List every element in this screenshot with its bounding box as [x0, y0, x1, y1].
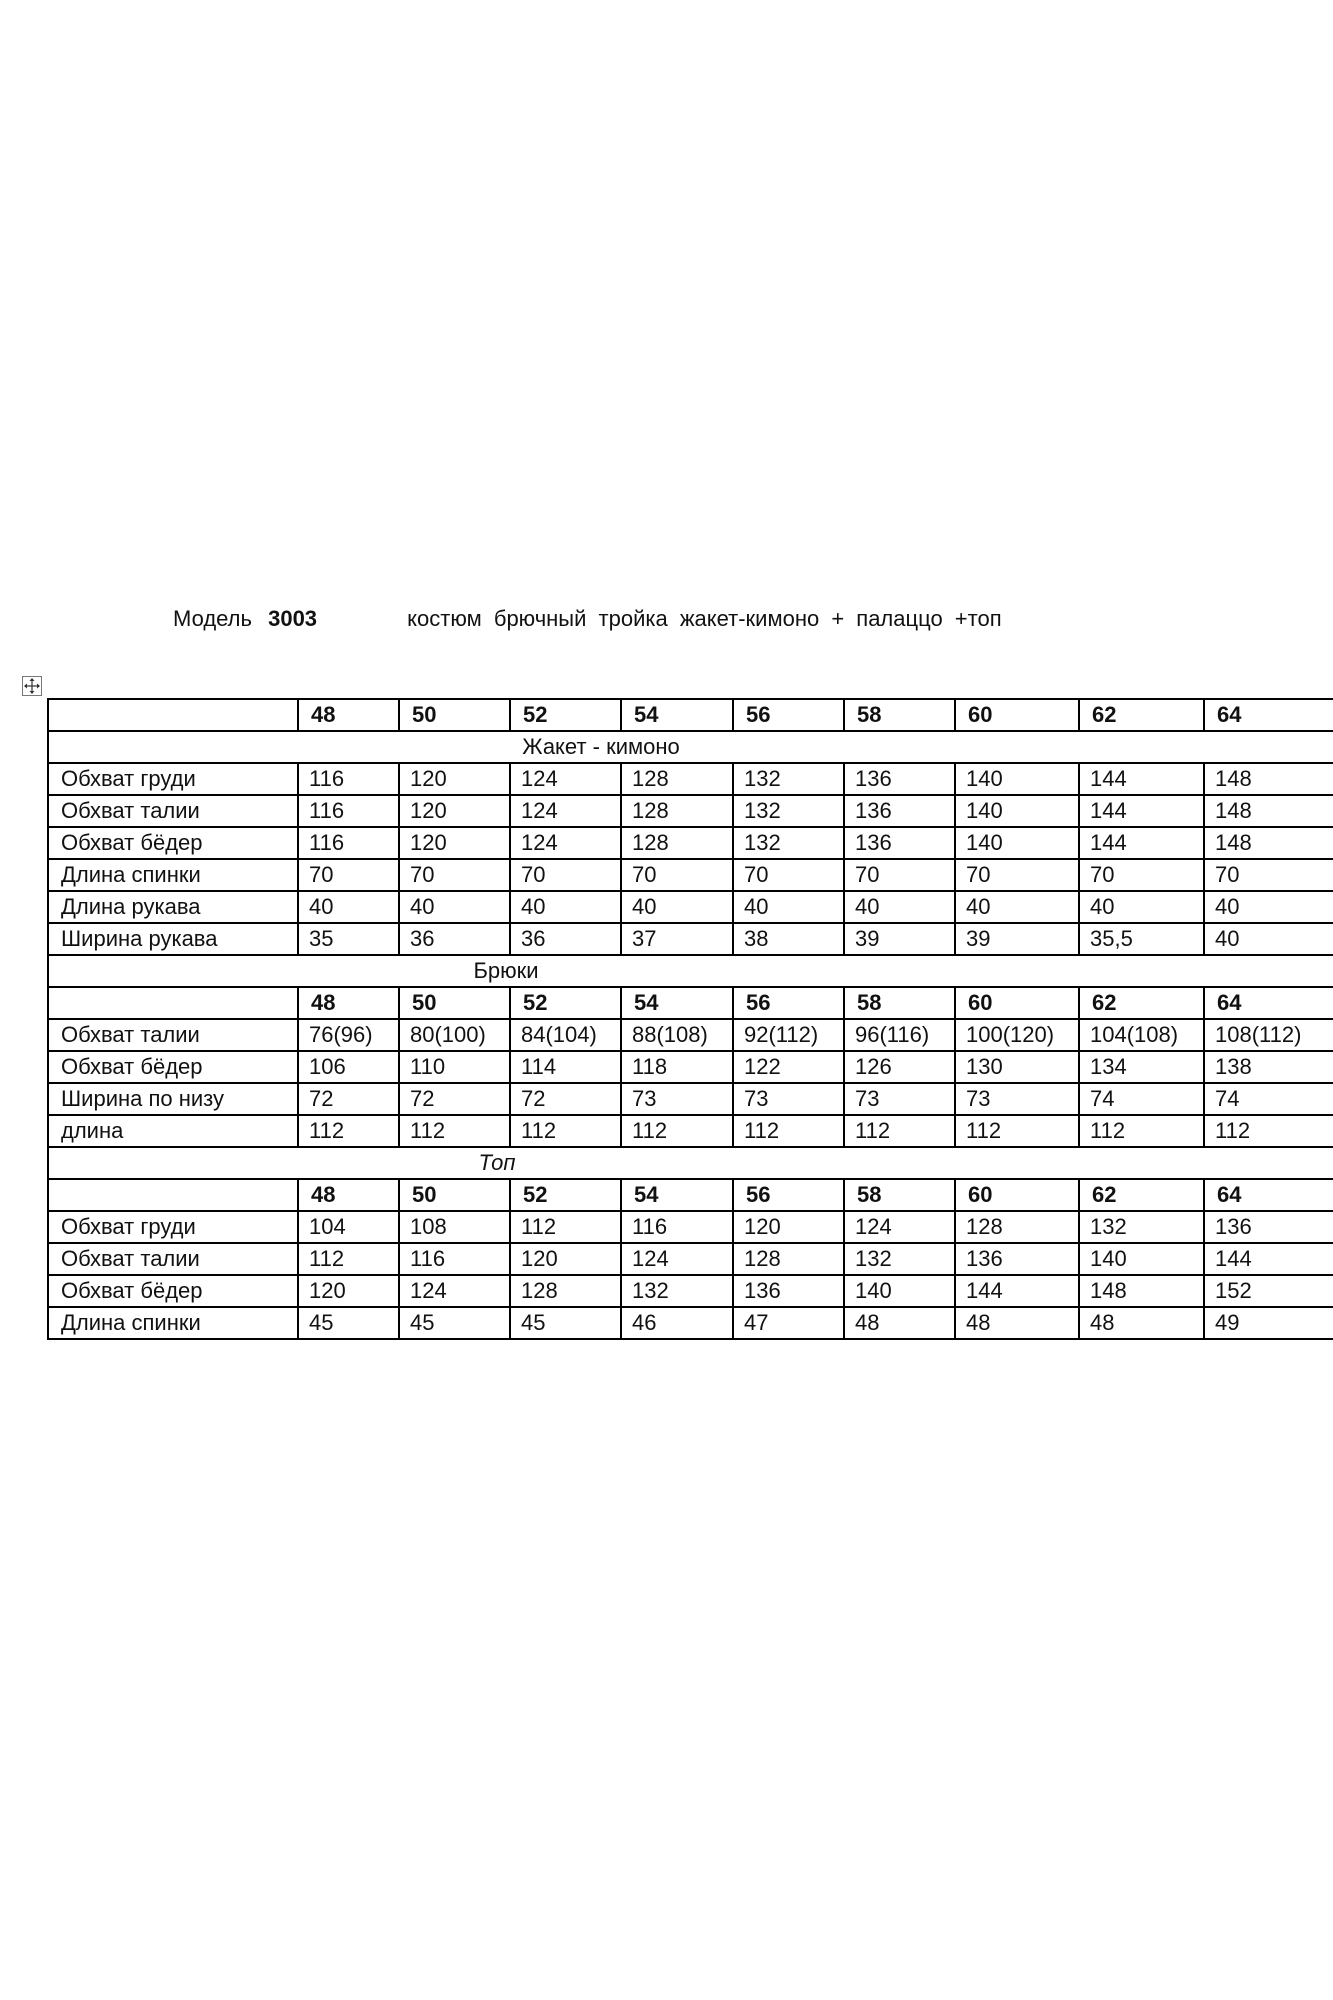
measurement-row: [48, 923, 1333, 955]
measurement-value: 40: [621, 891, 733, 923]
size-header-cell: 58: [844, 699, 955, 731]
measurement-value: 128: [621, 763, 733, 795]
measurement-row: [48, 1243, 1333, 1275]
measurement-value: 116: [621, 1211, 733, 1243]
size-header-cell: 64: [1204, 1179, 1333, 1211]
measurement-value: 124: [510, 827, 621, 859]
empty-cell: [48, 987, 298, 1019]
measurement-row: [48, 1275, 1333, 1307]
measurement-value: 104(108): [1079, 1019, 1204, 1051]
section-title: Топ: [48, 1147, 1333, 1179]
size-header-cell: 54: [621, 987, 733, 1019]
measurement-value: 70: [1204, 859, 1333, 891]
measurement-value: 40: [1204, 923, 1333, 955]
measurement-value: 128: [621, 795, 733, 827]
measurement-value: 112: [621, 1115, 733, 1147]
measurement-value: 136: [733, 1275, 844, 1307]
measurement-value: 35,5: [1079, 923, 1204, 955]
document-heading: [173, 606, 1173, 632]
measurement-value: 84(104): [510, 1019, 621, 1051]
measurement-value: 100(120): [955, 1019, 1079, 1051]
measurement-value: 88(108): [621, 1019, 733, 1051]
measurement-value: 45: [298, 1307, 399, 1339]
measurement-value: 76(96): [298, 1019, 399, 1051]
measurement-row: [48, 891, 1333, 923]
measurement-value: 96(116): [844, 1019, 955, 1051]
measurement-label: Длина рукава: [48, 891, 298, 923]
measurement-value: 124: [844, 1211, 955, 1243]
measurement-value: 126: [844, 1051, 955, 1083]
measurement-label: Обхват груди: [48, 1211, 298, 1243]
measurement-value: 144: [1079, 763, 1204, 795]
measurement-value: 112: [510, 1115, 621, 1147]
measurement-row: [48, 795, 1333, 827]
measurement-value: 138: [1204, 1051, 1333, 1083]
measurement-value: 118: [621, 1051, 733, 1083]
measurement-label: Обхват бёдер: [48, 1275, 298, 1307]
measurement-value: 132: [733, 763, 844, 795]
measurement-value: 132: [733, 795, 844, 827]
measurement-value: 140: [955, 827, 1079, 859]
measurement-label: Обхват бёдер: [48, 1051, 298, 1083]
size-header-cell: 48: [298, 1179, 399, 1211]
measurement-row: [48, 1115, 1333, 1147]
size-header-cell: 64: [1204, 987, 1333, 1019]
measurement-label: длина: [48, 1115, 298, 1147]
measurement-value: 120: [510, 1243, 621, 1275]
measurement-value: 114: [510, 1051, 621, 1083]
measurement-value: 70: [621, 859, 733, 891]
size-header-cell: 60: [955, 987, 1079, 1019]
measurement-value: 120: [399, 827, 510, 859]
measurement-row: [48, 1051, 1333, 1083]
measurement-value: 128: [621, 827, 733, 859]
measurement-value: 40: [955, 891, 1079, 923]
measurement-value: 40: [1079, 891, 1204, 923]
measurement-row: [48, 1083, 1333, 1115]
section-title: Брюки: [48, 955, 1333, 987]
size-header-cell: 56: [733, 987, 844, 1019]
size-header-cell: 48: [298, 699, 399, 731]
measurement-value: 132: [733, 827, 844, 859]
measurement-value: 112: [298, 1115, 399, 1147]
measurement-value: 148: [1079, 1275, 1204, 1307]
measurement-value: 122: [733, 1051, 844, 1083]
measurement-value: 148: [1204, 827, 1333, 859]
size-header-cell: 48: [298, 987, 399, 1019]
measurement-value: 136: [844, 763, 955, 795]
measurement-label: Обхват бёдер: [48, 827, 298, 859]
measurement-value: 144: [955, 1275, 1079, 1307]
size-header-cell: 52: [510, 699, 621, 731]
size-header-cell: 62: [1079, 699, 1204, 731]
measurement-value: 134: [1079, 1051, 1204, 1083]
measurement-value: 120: [399, 763, 510, 795]
measurement-value: 112: [298, 1243, 399, 1275]
measurement-label: Обхват талии: [48, 1019, 298, 1051]
measurement-value: 70: [733, 859, 844, 891]
measurement-value: 48: [1079, 1307, 1204, 1339]
size-header-cell: 50: [399, 699, 510, 731]
measurement-value: 108(112): [1204, 1019, 1333, 1051]
size-header-cell: 60: [955, 1179, 1079, 1211]
model-number: 3003: [268, 606, 318, 631]
measurement-value: 112: [844, 1115, 955, 1147]
size-header-cell: 58: [844, 1179, 955, 1211]
measurement-value: 106: [298, 1051, 399, 1083]
size-header-row: [48, 699, 1333, 731]
measurement-value: 72: [510, 1083, 621, 1115]
size-header-cell: 62: [1079, 987, 1204, 1019]
size-header-cell: 50: [399, 987, 510, 1019]
measurement-value: 132: [844, 1243, 955, 1275]
section-title: Жакет - кимоно: [48, 731, 1333, 763]
measurement-value: 38: [733, 923, 844, 955]
measurement-value: 39: [844, 923, 955, 955]
size-header-row: [48, 987, 1333, 1019]
measurement-value: 112: [399, 1115, 510, 1147]
measurement-value: 120: [298, 1275, 399, 1307]
measurement-row: [48, 1307, 1333, 1339]
measurement-row: [48, 763, 1333, 795]
measurement-value: 39: [955, 923, 1079, 955]
size-header-cell: 56: [733, 1179, 844, 1211]
size-header-cell: 62: [1079, 1179, 1204, 1211]
measurement-value: 112: [955, 1115, 1079, 1147]
measurement-value: 36: [399, 923, 510, 955]
empty-cell: [48, 1179, 298, 1211]
measurement-value: 40: [298, 891, 399, 923]
measurement-value: 112: [510, 1211, 621, 1243]
measurement-value: 136: [955, 1243, 1079, 1275]
size-chart-table: [47, 698, 1333, 1340]
measurement-label: Обхват талии: [48, 795, 298, 827]
size-header-cell: 58: [844, 987, 955, 1019]
measurement-value: 140: [955, 763, 1079, 795]
measurement-value: 132: [621, 1275, 733, 1307]
measurement-label: Ширина по низу: [48, 1083, 298, 1115]
measurement-value: 73: [621, 1083, 733, 1115]
measurement-value: 140: [1079, 1243, 1204, 1275]
model-description: костюм брючный тройка жакет-кимоно + палаццо +топ: [407, 606, 1002, 631]
measurement-value: 74: [1204, 1083, 1333, 1115]
measurement-row: [48, 859, 1333, 891]
measurement-value: 124: [399, 1275, 510, 1307]
measurement-value: 73: [844, 1083, 955, 1115]
measurement-value: 108: [399, 1211, 510, 1243]
measurement-value: 70: [399, 859, 510, 891]
measurement-value: 70: [955, 859, 1079, 891]
measurement-value: 40: [399, 891, 510, 923]
size-header-cell: 54: [621, 1179, 733, 1211]
measurement-label: Обхват груди: [48, 763, 298, 795]
size-header-cell: 64: [1204, 699, 1333, 731]
section-title-row: [48, 955, 1333, 987]
measurement-value: 40: [733, 891, 844, 923]
measurement-value: 124: [510, 763, 621, 795]
measurement-value: 144: [1079, 795, 1204, 827]
measurement-value: 73: [733, 1083, 844, 1115]
measurement-value: 70: [510, 859, 621, 891]
measurement-value: 116: [298, 763, 399, 795]
measurement-label: Длина спинки: [48, 859, 298, 891]
model-label: Модель: [173, 606, 252, 631]
measurement-value: 130: [955, 1051, 1079, 1083]
size-header-cell: 50: [399, 1179, 510, 1211]
measurement-value: 40: [510, 891, 621, 923]
measurement-value: 128: [510, 1275, 621, 1307]
measurement-value: 128: [955, 1211, 1079, 1243]
measurement-value: 49: [1204, 1307, 1333, 1339]
measurement-value: 70: [298, 859, 399, 891]
measurement-value: 136: [844, 795, 955, 827]
measurement-value: 72: [298, 1083, 399, 1115]
measurement-label: Ширина рукава: [48, 923, 298, 955]
measurement-value: 136: [844, 827, 955, 859]
measurement-value: 152: [1204, 1275, 1333, 1307]
measurement-row: [48, 827, 1333, 859]
measurement-value: 47: [733, 1307, 844, 1339]
measurement-value: 124: [621, 1243, 733, 1275]
move-arrows-icon[interactable]: [22, 676, 42, 696]
measurement-value: 48: [844, 1307, 955, 1339]
measurement-value: 40: [844, 891, 955, 923]
measurement-value: 45: [399, 1307, 510, 1339]
measurement-value: 140: [955, 795, 1079, 827]
size-header-cell: 54: [621, 699, 733, 731]
measurement-value: 148: [1204, 795, 1333, 827]
section-title-row: [48, 731, 1333, 763]
measurement-value: 104: [298, 1211, 399, 1243]
measurement-value: 110: [399, 1051, 510, 1083]
measurement-value: 112: [733, 1115, 844, 1147]
measurement-value: 136: [1204, 1211, 1333, 1243]
measurement-value: 116: [399, 1243, 510, 1275]
measurement-value: 74: [1079, 1083, 1204, 1115]
measurement-value: 132: [1079, 1211, 1204, 1243]
measurement-value: 140: [844, 1275, 955, 1307]
measurement-value: 112: [1204, 1115, 1333, 1147]
measurement-value: 36: [510, 923, 621, 955]
measurement-value: 120: [399, 795, 510, 827]
measurement-value: 128: [733, 1243, 844, 1275]
measurement-value: 37: [621, 923, 733, 955]
size-header-cell: 52: [510, 987, 621, 1019]
measurement-value: 73: [955, 1083, 1079, 1115]
measurement-value: 92(112): [733, 1019, 844, 1051]
size-header-cell: 60: [955, 699, 1079, 731]
measurement-value: 116: [298, 795, 399, 827]
measurement-value: 40: [1204, 891, 1333, 923]
measurement-label: Длина спинки: [48, 1307, 298, 1339]
measurement-value: 116: [298, 827, 399, 859]
measurement-label: Обхват талии: [48, 1243, 298, 1275]
measurement-value: 72: [399, 1083, 510, 1115]
measurement-value: 120: [733, 1211, 844, 1243]
measurement-value: 46: [621, 1307, 733, 1339]
measurement-row: [48, 1211, 1333, 1243]
empty-cell: [48, 699, 298, 731]
measurement-value: 144: [1204, 1243, 1333, 1275]
measurement-value: 144: [1079, 827, 1204, 859]
measurement-value: 148: [1204, 763, 1333, 795]
size-header-cell: 52: [510, 1179, 621, 1211]
measurement-value: 70: [1079, 859, 1204, 891]
measurement-row: [48, 1019, 1333, 1051]
measurement-value: 70: [844, 859, 955, 891]
measurement-value: 124: [510, 795, 621, 827]
section-title-row: [48, 1147, 1333, 1179]
size-header-row: [48, 1179, 1333, 1211]
measurement-value: 45: [510, 1307, 621, 1339]
size-header-cell: 56: [733, 699, 844, 731]
measurement-value: 35: [298, 923, 399, 955]
measurement-value: 48: [955, 1307, 1079, 1339]
measurement-value: 80(100): [399, 1019, 510, 1051]
measurement-value: 112: [1079, 1115, 1204, 1147]
